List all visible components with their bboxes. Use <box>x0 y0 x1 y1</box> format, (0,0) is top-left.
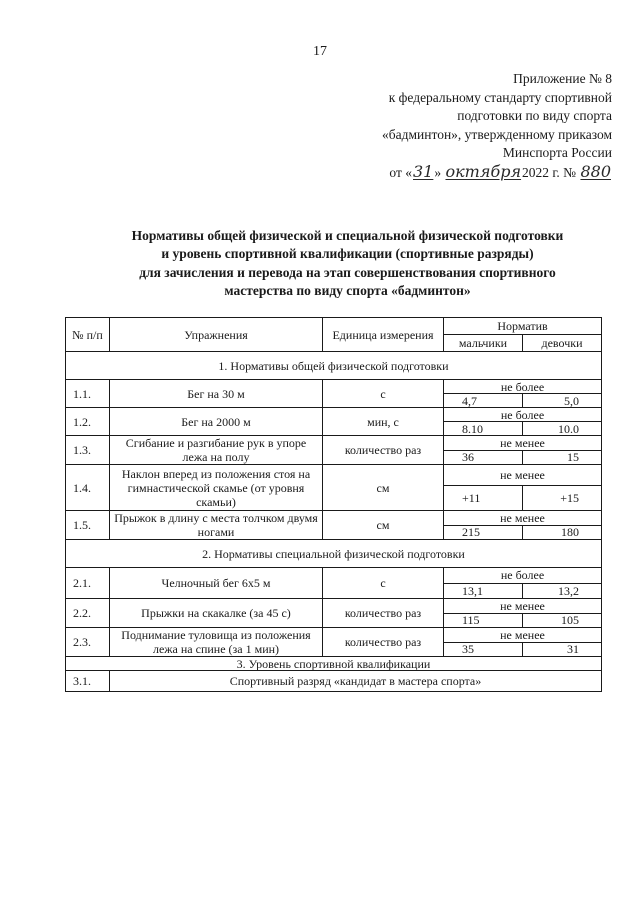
row-unit: с <box>323 380 444 408</box>
row-num: 1.3. <box>66 436 110 465</box>
row-condition: не менее <box>444 465 602 486</box>
row-unit: см <box>323 511 444 540</box>
date-year: 2022 г. № <box>522 164 577 180</box>
row-unit: с <box>323 568 444 599</box>
row-boys-value: 215 <box>444 525 523 540</box>
page-number: 17 <box>313 44 327 59</box>
row-girls-value: 105 <box>523 613 602 628</box>
row-condition: не менее <box>444 436 602 451</box>
row-girls-value: 5,0 <box>523 394 602 408</box>
row-exercise: Бег на 30 м <box>110 380 323 408</box>
row-exercise: Поднимание туловища из положения лежа на спине (за 1 мин) <box>110 628 323 657</box>
row-num: 3.1. <box>66 671 110 692</box>
norms-table <box>65 317 602 692</box>
handwritten-month: октября <box>445 161 522 181</box>
row-boys-value: 4,7 <box>444 394 523 408</box>
appendix-line: к федеральному стандарту спортивной <box>388 89 612 105</box>
section-title: 2. Нормативы специальной физической подготовки <box>66 540 602 568</box>
row-num: 1.4. <box>66 465 110 511</box>
appendix-date-line <box>312 163 612 183</box>
row-exercise: Сгибание и разгибание рук в упоре лежа на полу <box>110 436 323 465</box>
row-unit: количество раз <box>323 436 444 465</box>
row-num: 2.1. <box>66 568 110 599</box>
row-condition: не более <box>444 380 602 394</box>
row-unit: см <box>323 465 444 511</box>
appendix-line: Минспорта России <box>502 145 612 161</box>
row-boys-value: 36 <box>444 450 523 465</box>
row-exercise: Прыжки на скакалке (за 45 с) <box>110 599 323 628</box>
handwritten-day: 31 <box>413 161 434 181</box>
row-unit: мин, с <box>323 408 444 436</box>
row-condition: не менее <box>444 628 602 643</box>
row-condition: не менее <box>444 599 602 614</box>
row-exercise: Бег на 2000 м <box>110 408 323 436</box>
title-line: Нормативы общей физической и специальной физической подготовки <box>131 228 564 243</box>
header-unit: Единица измерения <box>323 318 444 352</box>
row-condition: не менее <box>444 511 602 526</box>
row-exercise: Наклон вперед из положения стоя на гимнастической скамье (от уровня скамьи) <box>110 465 323 511</box>
row-girls-value: 180 <box>523 525 602 540</box>
header-boys: мальчики <box>444 335 523 352</box>
date-prefix: от « <box>389 164 412 180</box>
header-exercise: Упражнения <box>110 318 323 352</box>
row-girls-value: 31 <box>523 642 602 657</box>
row-boys-value: 8.10 <box>444 422 523 436</box>
row-num: 1.5. <box>66 511 110 540</box>
header-norm: Норматив <box>444 318 602 335</box>
row-condition: не более <box>444 568 602 584</box>
row-boys-value: 35 <box>444 642 523 657</box>
date-mid: » <box>434 164 442 180</box>
row-boys-value: 115 <box>444 613 523 628</box>
title-line: и уровень спортивной квалификации (спортивные разряды) <box>161 246 534 262</box>
row-condition: не более <box>444 408 602 422</box>
row-num: 2.3. <box>66 628 110 657</box>
title-line: для зачисления и перевода на этап совершенствования спортивного <box>139 264 556 280</box>
appendix-line: «бадминтон», утвержденному приказом <box>382 126 612 142</box>
row-exercise: Прыжок в длину с места толчком двумя ногами <box>110 511 323 540</box>
section-title: 3. Уровень спортивной квалификации <box>66 657 602 671</box>
appendix-line: подготовки по виду спорта <box>457 108 612 124</box>
row-girls-value: 13,2 <box>523 583 602 599</box>
header-girls: девочки <box>523 335 602 352</box>
header-num: № п/п <box>66 318 110 352</box>
row-exercise: Челночный бег 6х5 м <box>110 568 323 599</box>
row-boys-value: 13,1 <box>444 583 523 599</box>
document-title <box>95 227 600 301</box>
handwritten-order-number: 880 <box>580 161 611 181</box>
appendix-block <box>312 70 612 183</box>
appendix-line: Приложение № 8 <box>513 71 612 86</box>
row-num: 2.2. <box>66 599 110 628</box>
row-unit: количество раз <box>323 628 444 657</box>
title-line: мастерства по виду спорта «бадминтон» <box>224 283 471 299</box>
row-boys-value: +11 <box>444 486 523 511</box>
row-unit: количество раз <box>323 599 444 628</box>
row-num: 1.2. <box>66 408 110 436</box>
row-girls-value: +15 <box>523 486 602 511</box>
section-title: 1. Нормативы общей физической подготовки <box>66 352 602 380</box>
row-num: 1.1. <box>66 380 110 408</box>
row-girls-value: 15 <box>523 450 602 465</box>
qualification-text: Спортивный разряд «кандидат в мастера спорта» <box>110 671 602 692</box>
row-girls-value: 10.0 <box>523 422 602 436</box>
